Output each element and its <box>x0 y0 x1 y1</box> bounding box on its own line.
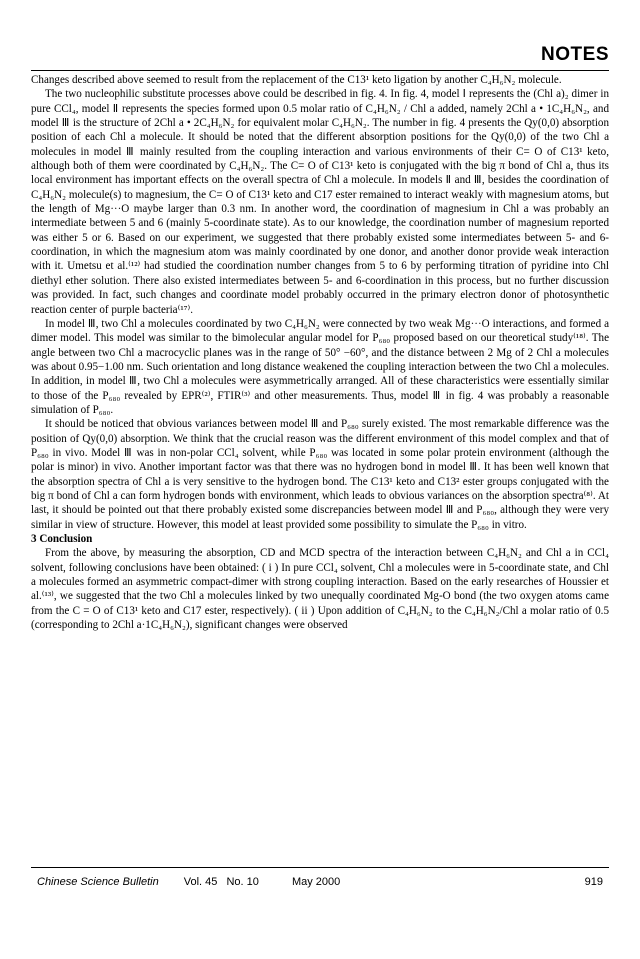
paragraph: In model Ⅲ, two Chl a molecules coordinated by two C₄H₆N₂ were connected by two weak Mg···O interactions, and formed a dimer model. This model was similar to the bimolecular angular model for P₆₈₀ proposed based on our theoretical study⁽¹⁸⁾. The angle between two Chl a macrocyclic planes was in the range of 50° −60°, and the distance between 2 Mg of 2 Chl a molecules was about 0.95−1.00 nm. Such orientation and long distance weakened the coupling interaction between the two Chl a molecules. In addition, in model Ⅲ, two Chl a molecules were asymmetrically arranged. All of these characteristics were essentially similar to those of the P₆₈₀ revealed by EPR⁽²⁾, FTIR⁽³⁾ and other measurements. Thus, model Ⅲ in fig. 4 was probably a reasonable simulation of P₆₈₀. <box>31 317 609 416</box>
page-number: 919 <box>584 876 603 888</box>
section-header: NOTES <box>541 44 609 65</box>
paragraph: From the above, by measuring the absorption, CD and MCD spectra of the interaction between C₄H₆N₂ and Chl a in CCl₄ solvent, following conclusions have been obtained: ( i ) In pure CCl₄ solvent, Chl a molecules were in 5-coordinate state, and Chl a molecules formed an asymmetric compact-dimer with strong coupling interaction. Based on the early researches of Houssier et al.⁽¹³⁾, we suggested that the two Chl a molecules linked by two unequally coordinated Mg-O bond (the two oxygen atoms came from the C = O of C13¹ keto and C17 ester, respectively). ( ii ) Upon addition of C₄H₆N₂ to the C₄H₆N₂/Chl a molar ratio of 0.5 (corresponding to 2Chl a·1C₄H₆N₂), significant changes were observed <box>31 547 609 632</box>
section-heading: 3 Conclusion <box>31 533 93 545</box>
page-footer <box>37 876 603 888</box>
paragraph: The two nucleophilic substitute processes above could be described in fig. 4. In fig. 4, model Ⅰ represents the (Chl a)₂ dimer in pure CCl₄, model Ⅱ represents the species formed upon 0.5 molar ratio of C₄H₆N₂ / Chl a added, namely 2Chl a • 1C₄H₆N₂, and model Ⅲ is the structure of 2Chl a • 2C₄H₆N₂ for equivalent molar C₄H₆N₂. The number in fig. 4 presents the Qy(0,0) absorption position of each Chl a molecule. It should be noted that the different absorption positions for the Qy(0,0) of the two Chl a molecules in model Ⅲ mainly resulted from the coupling interaction and various environments of their C= O of C13¹ keto, although both of them were coordinated by C₄H₆N₂. The C= O of C13¹ keto is conjugated with the big π bond of Chl a, thus its local environment has important effects on the overall spectra of Chl a molecule. In models Ⅱ and Ⅲ, besides the coordination of C₄H₆N₂ molecule(s) to magnesium, the C= O of C13¹ keto and C17 ester remained to interact weakly with magnesium atoms, but the length of Mg···O maybe larger than 0.3 nm. In another word, the coordination of magnesium in Chl a was probably an intermediate between 5 and 6 (mainly 5-coordinate state). As to our knowledge, the coordination number of magnesium reported was either 5 or 6. Based on our experiment, we suggested that there probably existed some intermediates between 5- and 6-coordination, in which the magnesium atom was mainly coordinated by one donor, and another donor provide weak interaction with it. Umetsu et al.⁽¹²⁾ had studied the coordination number changes from 5 to 6 by performing titration of pyridine into Chl diethyl ether solution. There also existed intermediates between 5- and 6-coordination in this process, but no further discussion was provided. In fact, such changes and coordinate model probably occurred in the primary electron donor of photosynthetic reaction center of purple bacteria⁽¹⁷⁾. <box>31 88 609 316</box>
header-rule <box>31 70 609 71</box>
issue-number: No. 10 <box>226 876 259 888</box>
journal-name: Chinese Science Bulletin <box>37 876 159 888</box>
volume: Vol. 45 <box>183 876 218 888</box>
paragraph: Changes described above seemed to result from the replacement of the C13¹ keto ligation by another C₄H₆N₂ molecule. <box>31 74 562 86</box>
paragraph: It should be noticed that obvious variances between model Ⅲ and P₆₈₀ surely existed. The most remarkable difference was the position of Qy(0,0) absorption. We think that the crucial reason was the different environment of this model complex and that of P₆₈₀ in vivo. Model Ⅲ was in non-polar CCl₄ solvent, while P₆₈₀ was located in some polar protein environment (although the polar is minor) in vivo. Another important factor was that there was no hydrogen bond in model Ⅲ. It has been well known that the absorption spectra of Chl a is very sensitive to the hydrogen bond. The C13¹ keto and C13² ester groups conjugated with the big π bond of Chl a can form hydrogen bonds with environment, which leads to obvious variances on the absorption spectra⁽⁸⁾. At last, it should be pointed out that there probably existed some discrepancies between model Ⅲ and P₆₈₀, although they were very similar in view of structure. However, this model at least provided some possibility to simulate the P₆₈₀ in vitro. <box>31 418 609 531</box>
issue-date: May 2000 <box>291 876 341 888</box>
footer-rule <box>31 867 609 868</box>
article-body <box>31 73 609 632</box>
